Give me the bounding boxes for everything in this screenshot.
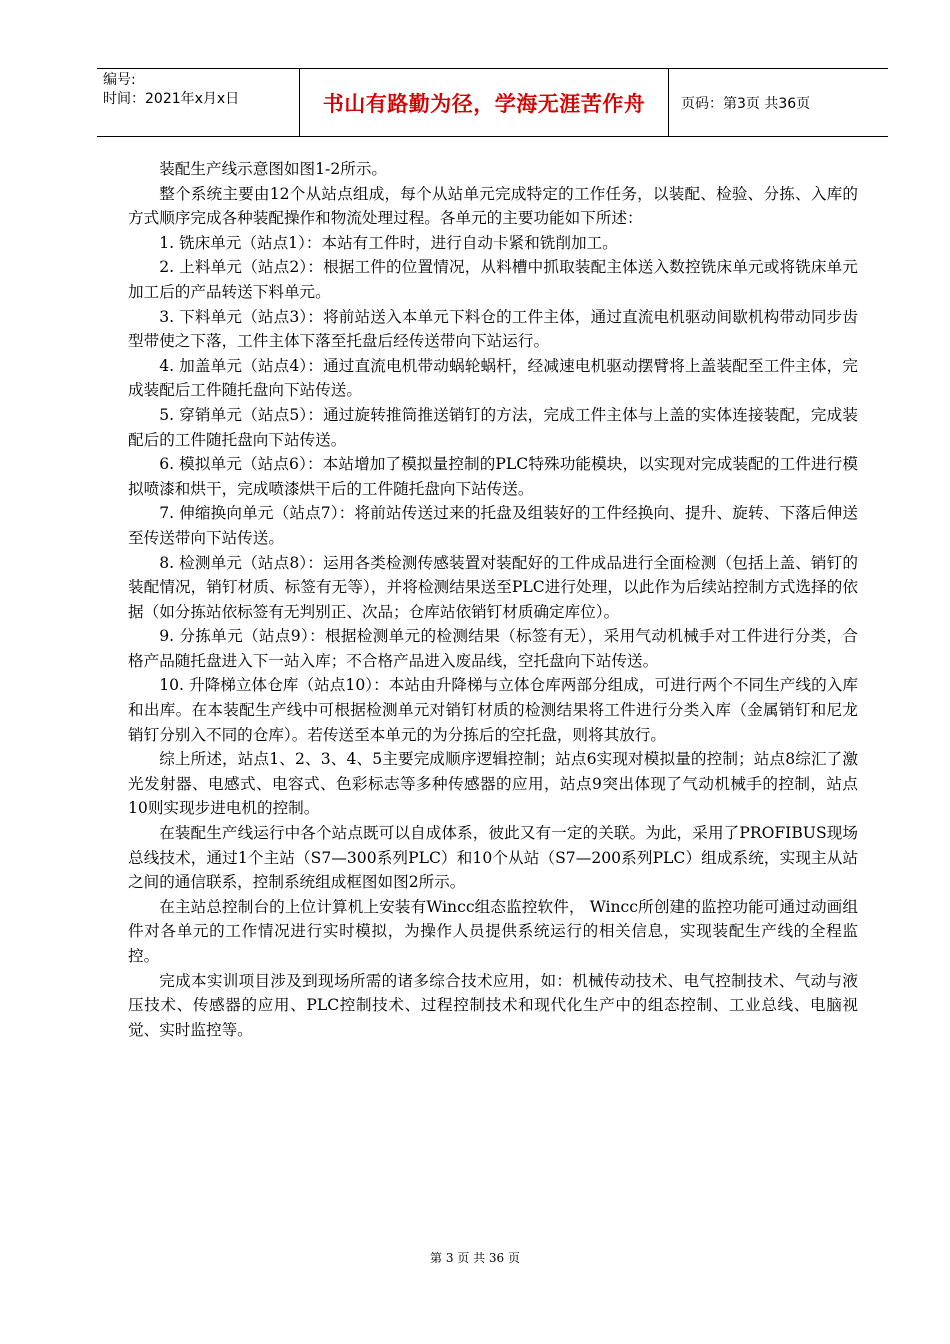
paragraph: 在主站总控制台的上位计算机上安装有Wincc组态监控软件， Wincc所创建的监控功能可通过动画组件对各单元的工作情况进行实时模拟，为操作人员提供系统运行的相关信息，实现装配生产线的全程监控。 bbox=[128, 897, 858, 965]
paragraph: 3. 下料单元（站点3）：将前站送入本单元下料仓的工件主体，通过直流电机驱动间歇机构带动同步齿型带使之下落，工件主体下落至托盘后经传送带向下站运行。 bbox=[128, 307, 858, 351]
paragraph: 完成本实训项目涉及到现场所需的诸多综合技术应用，如：机械传动技术、电气控制技术、气动与液压技术、传感器的应用、PLC控制技术、过程控制技术和现代化生产中的组态控制、工业总线、电脑视觉、实时监控等。 bbox=[128, 971, 858, 1039]
paragraph: 10. 升降梯立体仓库（站点10）：本站由升降梯与立体仓库两部分组成，可进行两个不同生产线的入库和出库。在本装配生产线中可根据检测单元对销钉材质的检测结果将工件进行分类入库（金属销钉和尼龙销钉分别入不同的仓库）。若传送至本单元的为分拣后的空托盘，则将其放行。 bbox=[128, 676, 858, 744]
paragraph: 6. 模拟单元（站点6）：本站增加了模拟量控制的PLC特殊功能模块，以实现对完成装配的工件进行模拟喷漆和烘干，完成喷漆烘干后的工件随托盘向下站传送。 bbox=[128, 455, 858, 498]
page-info: 页码：第3页 共36页 bbox=[681, 95, 811, 112]
body-text bbox=[128, 157, 858, 1042]
page-footer: 第 3 页 共 36 页 bbox=[430, 1251, 520, 1265]
paragraph: 1. 铣床单元（站点1）：本站有工件时，进行自动卡紧和铣削加工。 bbox=[159, 233, 618, 252]
number-label: 编号: bbox=[103, 72, 136, 88]
paragraph: 整个系统主要由12个从站点组成，每个从站单元完成特定的工作任务，以装配、检验、分拣、入库的方式顺序完成各种装配操作和物流处理过程。各单元的主要功能如下所述： bbox=[128, 184, 858, 228]
header-page-info-cell bbox=[669, 69, 888, 136]
paragraph: 综上所述，站点1、2、3、4、5主要完成顺序逻辑控制；站点6实现对模拟量的控制；站点8综汇了激光发射器、电感式、电容式、色彩标志等多种传感器的应用，站点9突出体现了气动机械手的控制，站点10则实现步进电机的控制。 bbox=[128, 750, 859, 818]
paragraph: 7. 伸缩换向单元（站点7）：将前站传送过来的托盘及组装好的工件经换向、提升、旋转、下落后伸送至传送带向下站传送。 bbox=[128, 504, 858, 547]
time-label: 时间：2021年x月x日 bbox=[103, 91, 240, 107]
paragraph: 9. 分拣单元（站点9）：根据检测单元的检测结果（标签有无），采用气动机械手对工件进行分类，合格产品随托盘进入下一站入库；不合格产品进入废品线，空托盘向下站传送。 bbox=[128, 627, 858, 670]
paragraph: 4. 加盖单元（站点4）：通过直流电机带动蜗轮蜗杆，经减速电机驱动摆臂将上盖装配至工件主体，完成装配后工件随托盘向下站传送。 bbox=[128, 356, 858, 400]
paragraph: 8. 检测单元（站点8）：运用各类检测传感装置对装配好的工件成品进行全面检测（包括上盖、销钉的装配情况，销钉材质、标签有无等），并将检测结果送至PLC进行处理，以此作为后续站控制方式选择的依据（如分拣站依标签有无判别正、次品；仓库站依销钉材质确定库位）。 bbox=[128, 553, 858, 621]
page-header bbox=[97, 68, 888, 137]
paragraph: 2. 上料单元（站点2）：根据工件的位置情况，从料槽中抓取装配主体送入数控铣床单元或将铣床单元加工后的产品转送下料单元。 bbox=[128, 258, 858, 301]
motto: 书山有路勤为径，学海无涯苦作舟 bbox=[322, 91, 646, 116]
header-meta bbox=[97, 69, 300, 136]
paragraph: 装配生产线示意图如图1-2所示。 bbox=[159, 160, 388, 178]
header-motto-cell bbox=[300, 69, 669, 136]
paragraph: 5. 穿销单元（站点5）：通过旋转推筒推送销钉的方法，完成工件主体与上盖的实体连接装配，完成装配后的工件随托盘向下站传送。 bbox=[128, 405, 858, 449]
paragraph: 在装配生产线运行中各个站点既可以自成体系，彼此又有一定的关联。为此，采用了PROFIBUS现场总线技术，通过1个主站（S7—300系列PLC）和10个从站（S7—200系列PLC）组成系统，实现主从站之间的通信联系，控制系统组成框图如图2所示。 bbox=[128, 824, 858, 892]
